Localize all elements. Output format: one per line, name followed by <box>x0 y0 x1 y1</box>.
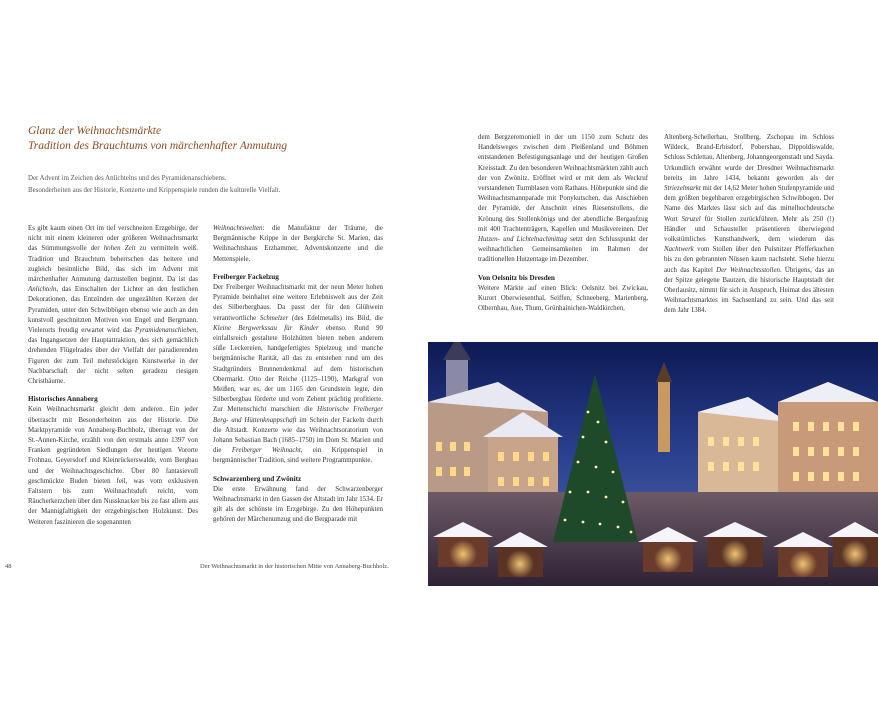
intro-text <box>28 173 408 196</box>
chapter-subtitle: Tradition des Brauchtums von märchenhafter Anmutung <box>28 140 288 152</box>
text-column-3 <box>478 133 648 314</box>
paragraph: Es gibt kaum einen Ort im tief verschneiten Erzgebirge, der nicht mit einem kleineren oder größeren Weihnachtsmarkt das Stimmungsvolle der hohen Zeit zu vermitteln weiß. Tradition und Brauchtum beherrschen das heitere und zugleich besinnliche Bild, das sich im Advent mit märchenhafter Anmutung darzustellen beginnt. Da ist das Anlichteln, das Einschalten der Lichter an den festlichen Dekorationen, das Entzünden der ungezählten Kerzen der Pyramiden, unter den Schwibbögen ebenso wie auch an den kunstvoll geschnitzten Motiven von Engel und Bergmann. Vielerorts freudig erwartet wird das Pyramidenanschieben, das Ingangsetzen der Hauptattraktion, des sich gemächlich drehenden Flügelrades über der Vielfalt der paradierenden Figuren der zum Teil mehrstöckigen Kunstwerke in der Nachbarschaft der nicht selten geradezu riesigen Christbäume. <box>28 225 198 386</box>
intro-line-2: Besonderheiten aus der Historie, Konzerte und Krippenspiele runden die kulturelle Vielfalt. <box>28 186 281 194</box>
page-number: 48 <box>5 563 12 570</box>
text-column-1 <box>28 224 198 528</box>
paragraph: Der Freiberger Weihnachtsmarkt mit der neun Meter hohen Pyramide beinhaltet eine weitere Erlebniswelt aus der Zeit des Silberbergbaus. Da passt der für den Glühwein verantwortliche Schmelzer (des Edelmetalls) ins Bild, die Kleine Bergwerkssau für Kinder ebenso. Rund 90 einfallsreich gestaltete Holzhütten bieten neben anderem süße Leckereien, handgefertigtes Spielzeug und manche bergmännische Rarität, all das zu entstehen rund um des Stadtgründers Brunnendenkmal auf dem historischen Obermarkt. Otto der Reiche (1125–1190), Markgraf von Meißen, war es, der um 1165 den Grundstein legte, den Silberbergbau förderte und vom Zehent prächtig profitierte. Zur Mettenschicht marschiert die Historische Freiberger Berg- und Hüttenknappschaft im Schein der Fackeln durch die Altstadt. Konzerte wie das Weihnachtsoratorium von Johann Sebastian Bach (1685–1750) im Dom St. Marien und die Freiberger Weihnacht, ein Krippenspiel in bergmännischer Tradition, sind weitere Programmpunkte. <box>213 284 384 465</box>
section-heading: Historisches Annaberg <box>28 395 98 404</box>
paragraph: Weihnachtswelten: die Manufaktur der Träume, die Bergmännische Krippe in der Bergkirche St. Marien, das Weihnachtshaus Erzhammer, Adventskonzerte und die Mettenspiele. <box>213 225 383 263</box>
chapter-heading <box>28 124 408 154</box>
photo-caption: Der Weihnachtsmarkt in der historischen Mitte von Annaberg-Buchholz. <box>200 563 389 570</box>
text-column-4 <box>664 133 834 317</box>
paragraph: dem Bergzeremoniell in der um 1150 zum Schutz des Handelsweges zwischen dem Pleißenland und Böhmen entstandenen Befestigungsanlage und der heutigen Großen Kreisstadt. Zu den besonderen Weihnachtsmärkten zählt auch der von Zwönitz. Eröffnet wird er mit dem als Weckruf verstandenen Turmblasen vom Rathaus. Höhepunkte sind die Weihnachtsmannparade mit Ponykutschen, das Anschieben der Pyramide, der Anschnitt eines Riesenstollens, die Krönung des Stollenkönigs und der abendliche Bergaufzug mit 400 Trachtenträgern, Kapellen und Musikvereinen. Der Hutzen- und Lichtelnachmittag setzt den Schlusspunkt der weihnachtlichen Gemeinsamkeiten im Rahmen der traditionellen Hutzentage im Dezember. <box>478 134 648 264</box>
chapter-title: Glanz der Weihnachtsmärkte <box>28 125 162 137</box>
section-heading: Freiberger Fackelzug <box>213 272 279 281</box>
paragraph: Weitere Märkte auf einen Blick: Oelsnitz bei Zwickau, Kurort Oberwiesenthal, Seiffen, Schneeberg, Marienberg, Olbernhau, Aue, Thum, Grünhainichen-Waldkirchen, <box>478 284 648 313</box>
intro-line-1: Der Advent im Zeichen des Anlichtelns und des Pyramidenanschiebens. <box>28 175 227 182</box>
section-heading: Von Oelsnitz bis Dresden <box>478 273 555 282</box>
paragraph: Kein Weihnachtsmarkt gleicht dem anderen. Ein jeder überrascht mit Besonderheiten aus der Historie. Die Marktpyramide von Annaberg-Buchholz, überragt von der St.-Annen-Kirche, erzählt von den erstmals anno 1397 von Franken gegründeten Siedlungen der heutigen Vororte Frohnau, Geyersdorf und Kleinrückerswalde, vom Bergbau und der Weihnachtsgeschichte. Über 80 fantasievoll geschmückte Buden bieten feil, was vom exklusiven Faltstern bis zum Weihnachtsduft reicht, vom Räucherkerzchen über den Nussknacker bis zu fast allem aus der Mannigfaltigkeit der erzgebirgischen Holzkunst. Des Weiteren faszinieren die sogenannten <box>28 406 198 526</box>
text-column-2 <box>213 224 383 526</box>
christmas-market-photo <box>428 342 878 586</box>
paragraph: Die erste Erwähnung fand der Schwarzenberger Weihnachtsmarkt in den Gassen der Altstadt im Jahr 1534. Er gilt als der schönste im Erzgebirge. Zu den Höhepunkten gehören der Märchenumzug und die Bergparade mit <box>213 485 383 524</box>
paragraph: Altenberg-Schellerhau, Stollberg, Zschopau im Schloss Wildeck, Brand-Erbisdorf, Pobershau, Dippoldiswalde, Schloss Schlettau, Altenberg, Johanngeorgenstadt und Sayda. Urkundlich erwähnt wurde der Dresdner Weihnachtsmarkt bereits im Jahre 1434, bekannt geworden als der Striezelmarkt mit der 14,62 Meter hohen Stufenpyramide und dem größten begehbaren erzgebirgischen Schwibbogen. Der Name des Marktes lässt sich auf das mittelhochdeutsche Wort Struzel für Stollen zurückführen. Mehr als 250 (!) Händler und Schausteller präsentieren überwiegend volkstümliches Kunsthandwerk, dem wiederum das Nachtwerk vom Stollen über den Pulsnitzer Pfefferkuchen bis zu den gebrannten Nüssen kaum nachsteht. Siehe hierzu auch das Kapitel Der Weihnachtsstollen. Übrigens, das an der Spitze gelegene Bautzen, die historische Hauptstadt der Oberlausitz, nimmt für sich in Anspruch, Heimat des ältesten Weihnachtsmarktes im Sachsenland zu sein. Und das seit dem Jahr 1384. <box>664 134 834 315</box>
section-heading: Schwarzenberg und Zwönitz <box>213 474 302 483</box>
